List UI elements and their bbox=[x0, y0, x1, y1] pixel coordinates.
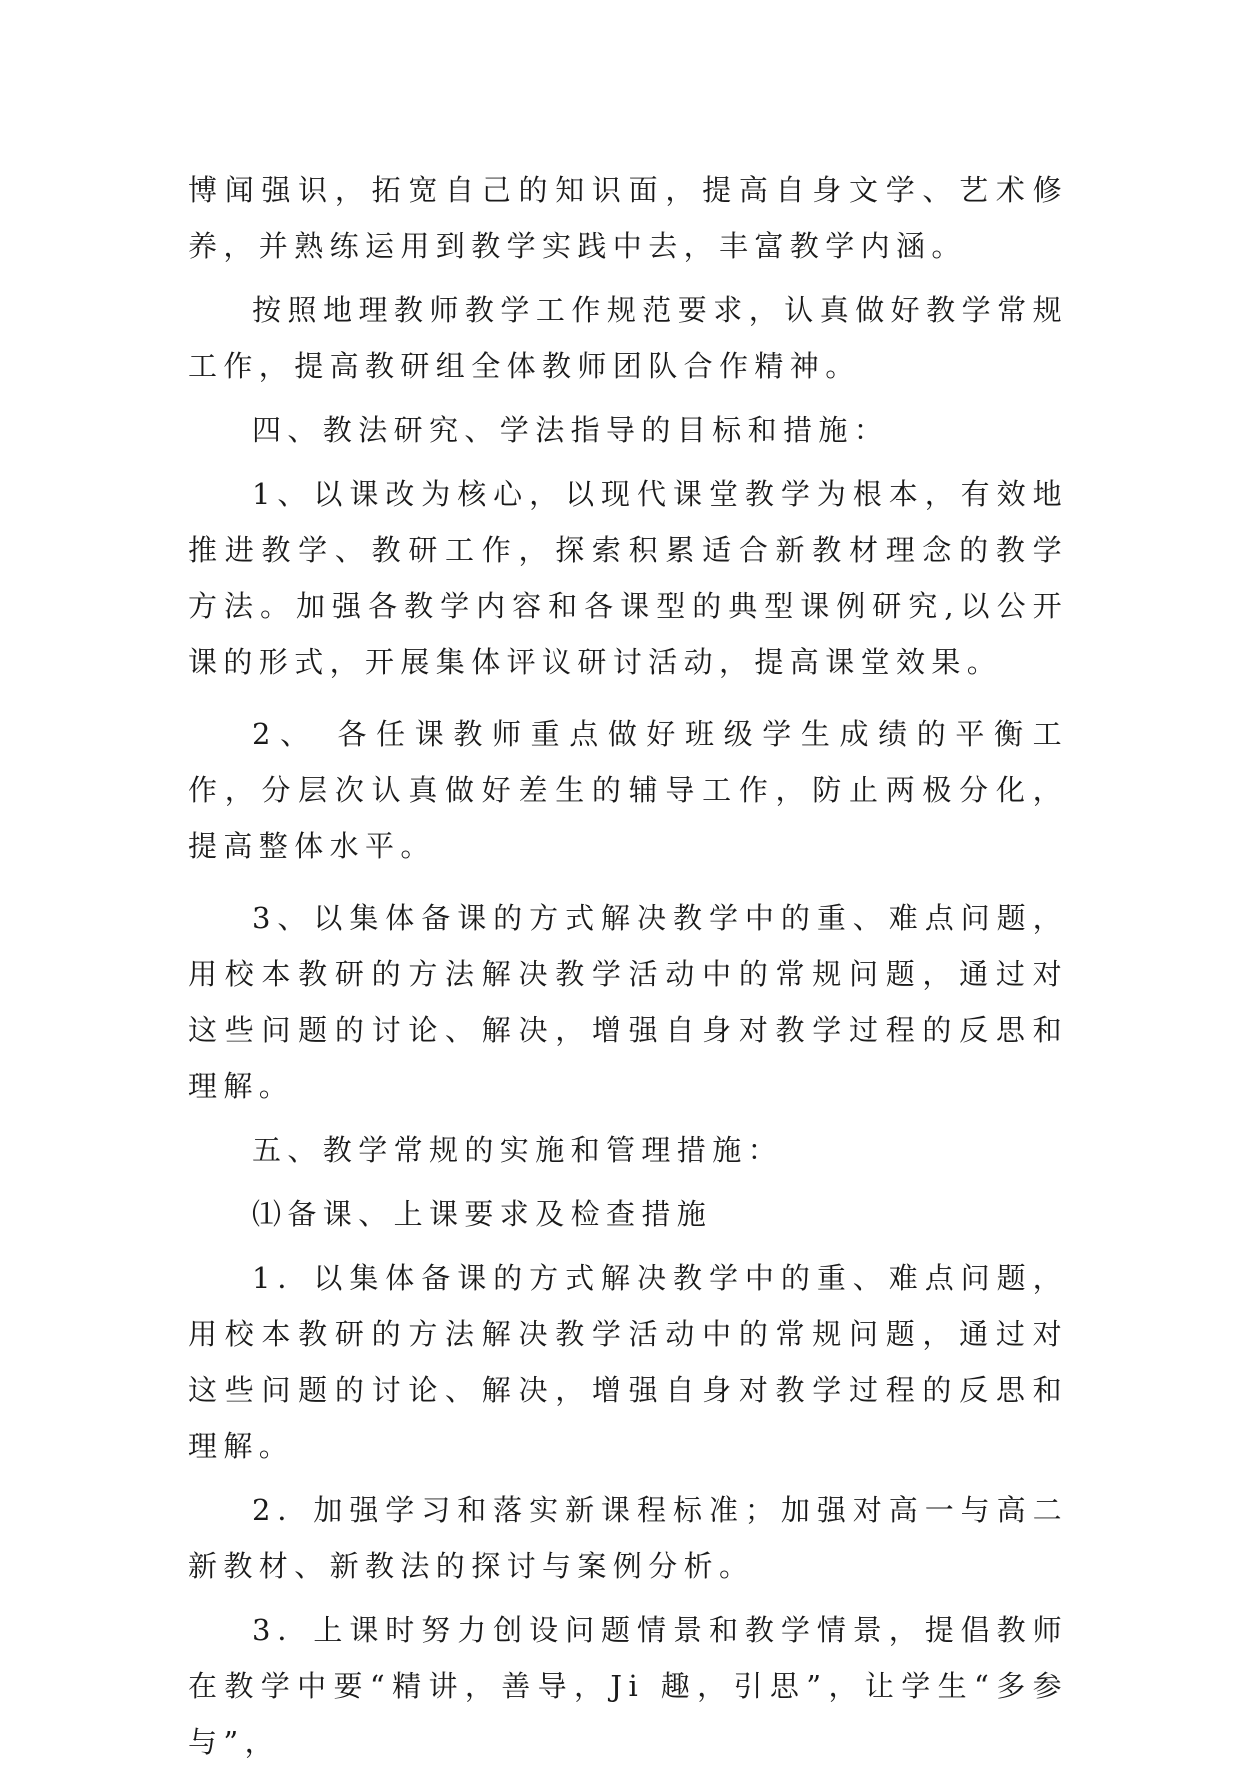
section-heading-five: 五、教学常规的实施和管理措施： bbox=[252, 1133, 784, 1167]
paragraph-point-2: 2．加强学习和落实新课程标准；加强对高一与高二新教材、新教法的探讨与案例分析。 bbox=[188, 1493, 1068, 1583]
paragraph-item-3: 3、以集体备课的方式解决教学中的重、难点问题，用校本教研的方法解决教学活动中的常规问题，通过对这些问题的讨论、解决，增强自身对教学过程的反思和理解。 bbox=[188, 901, 1068, 1103]
paragraph-point-1: 1．以集体备课的方式解决教学中的重、难点问题，用校本教研的方法解决教学活动中的常规问题，通过对这些问题的讨论、解决，增强自身对教学过程的反思和理解。 bbox=[188, 1261, 1068, 1463]
section-heading-four: 四、教法研究、学法指导的目标和措施： bbox=[252, 413, 890, 447]
document-body bbox=[188, 162, 1068, 1770]
paragraph-teaching-norms: 按照地理教师教学工作规范要求，认真做好教学常规工作，提高教研组全体教师团队合作精神。 bbox=[188, 293, 1068, 383]
paragraph-continued: 博闻强识，拓宽自己的知识面，提高自身文学、艺术修养，并熟练运用到教学实践中去，丰富教学内涵。 bbox=[188, 173, 1068, 263]
paragraph-point-3: 3．上课时努力创设问题情景和教学情景，提倡教师在教学中要“精讲，善导，Ji 趣，引思”，让学生“多参与”， bbox=[188, 1613, 1068, 1759]
paragraph-item-2: 2、 各任课教师重点做好班级学生成绩的平衡工作，分层次认真做好差生的辅导工作，防止两极分化，提高整体水平。 bbox=[188, 717, 1068, 863]
paragraph-item-1: 1、以课改为核心，以现代课堂教学为根本，有效地推进教学、教研工作，探索积累适合新教材理念的教学方法。加强各教学内容和各课型的典型课例研究,以公开课的形式，开展集体评议研讨活动，提高课堂效果。 bbox=[188, 477, 1068, 679]
subsection-heading-1: ⑴备课、上课要求及检查措施 bbox=[252, 1197, 713, 1231]
